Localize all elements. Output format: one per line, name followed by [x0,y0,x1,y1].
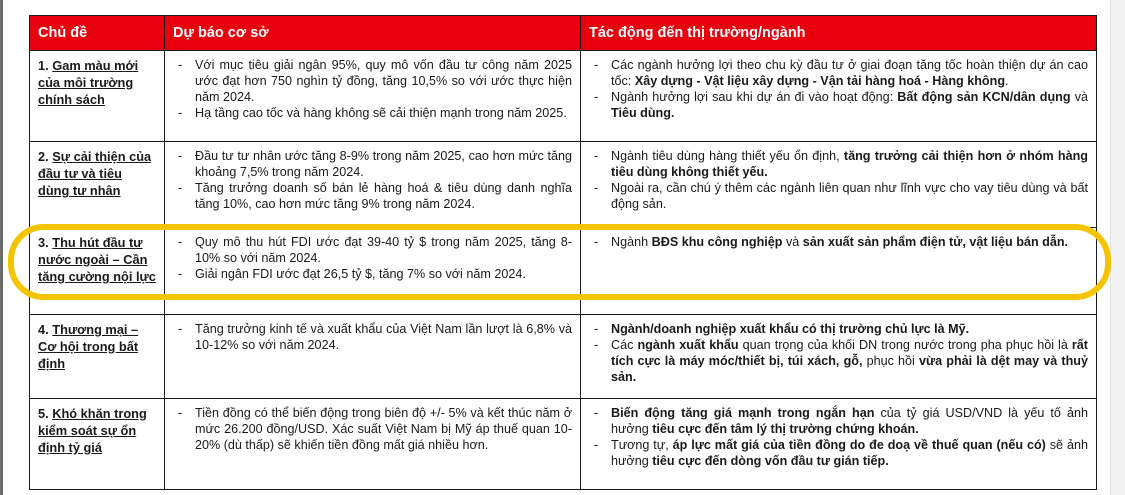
forecast-bullet: - Tăng trưởng kinh tế và xuất khẩu của Việt Nam lần lượt là 6,8% và 10-12% so với năm 2024. [173,321,572,353]
table-row [30,51,1097,142]
topic-number: 3. [38,235,49,250]
forecast-bullet: - Đầu tư tư nhân ước tăng 8-9% trong năm 2025, cao hơn mức tăng khoảng 7,5% trong năm 2024. [173,148,572,180]
topic-number: 2. [38,149,49,164]
topic-title: Khó khăn trong kiểm soát sự ổn định tỷ giá [38,406,147,455]
impact-cell [581,399,1097,490]
table-row [30,399,1097,490]
topic-title: Gam màu mới của môi trường chính sách [38,58,139,107]
topic-cell [30,228,165,315]
impact-bullet: - Các ngành xuất khẩu quan trọng của khối DN trong nước trong pha phục hồi là rất tích cực là máy móc/thiết bị, túi xách, gỗ, phục hồi vừa phải là dệt may và thuỷ sản. [589,337,1088,385]
forecast-bullet: - Quy mô thu hút FDI ước đạt 39-40 tỷ $ trong năm 2025, tăng 8-10% so với năm 2024. [173,234,572,266]
header-base-forecast: Dự báo cơ sở [165,16,581,51]
impact-bullet: - Ngoài ra, cần chú ý thêm các ngành liên quan như lĩnh vực cho vay tiêu dùng và bất động sản. [589,180,1088,212]
page-left-border [0,0,3,495]
table-row [30,315,1097,399]
forecast-table [29,15,1097,490]
topic-title: Thu hút đầu tư nước ngoài – Cần tăng cường nội lực [38,235,156,284]
impact-bullet: - Các ngành hưởng lợi theo chu kỳ đầu tư ở giai đoạn tăng tốc hoàn thiện dự án cao tốc: Xây dựng - Vật liệu xây dựng - Vận tải hàng hoá - Hàng không. [589,57,1088,89]
base-forecast-cell [165,51,581,142]
impact-bullet: - Ngành BĐS khu công nghiệp và sản xuất sản phẩm điện tử, vật liệu bán dẫn. [589,234,1088,250]
topic-title: Thương mại – Cơ hội trong bất định [38,322,139,371]
table-header-row [30,16,1097,51]
topic-cell [30,142,165,228]
topic-cell [30,51,165,142]
impact-bullet: - Ngành hưởng lợi sau khi dự án đi vào hoạt động: Bất động sản KCN/dân dụng và Tiêu dùng. [589,89,1088,121]
base-forecast-cell [165,228,581,315]
impact-bullet: - Tương tự, áp lực mất giá của tiền đồng do đe doạ về thuế quan (nếu có) sẽ ảnh hưởng tiêu cực đến dòng vốn đầu tư gián tiếp. [589,437,1088,469]
forecast-bullet: - Giải ngân FDI ước đạt 26,5 tỷ $, tăng 7% so với năm 2024. [173,266,572,282]
impact-bullet: - Ngành tiêu dùng hàng thiết yếu ổn định, tăng trưởng cải thiện hơn ở nhóm hàng tiêu dùng không thiết yếu. [589,148,1088,180]
impact-cell [581,142,1097,228]
scrollbar-gutter[interactable] [1110,0,1125,495]
topic-number: 5. [38,406,49,421]
impact-bullet: - Ngành/doanh nghiệp xuất khẩu có thị trường chủ lực là Mỹ. [589,321,1088,337]
impact-cell [581,228,1097,315]
impact-bullet: - Biến động tăng giá mạnh trong ngắn hạn của tỷ giá USD/VND là yếu tố ảnh hưởng tiêu cực đến tâm lý thị trường chứng khoán. [589,405,1088,437]
base-forecast-cell [165,399,581,490]
table-row [30,142,1097,228]
base-forecast-cell [165,142,581,228]
forecast-bullet: - Tăng trưởng doanh số bán lẻ hàng hoá & tiêu dùng danh nghĩa tăng 10%, cao hơn mức tăng 9% trong năm 2024. [173,180,572,212]
table-row-highlighted [30,228,1097,315]
header-impact: Tác động đến thị trường/ngành [581,16,1097,51]
topic-number: 4. [38,322,49,337]
header-topic: Chủ đề [30,16,165,51]
topic-cell [30,399,165,490]
topic-cell [30,315,165,399]
base-forecast-cell [165,315,581,399]
forecast-bullet: - Hạ tầng cao tốc và hàng không sẽ cải thiện mạnh trong năm 2025. [173,105,572,121]
forecast-bullet: - Tiền đồng có thể biến động trong biên độ +/- 5% và kết thúc năm ở mức 26.200 đồng/USD. Xác suất Việt Nam bị Mỹ áp thuế quan 10-20% (dù thấp) sẽ khiến tiền đồng mất giá nhiều hơn. [173,405,572,453]
topic-title: Sự cải thiện của đầu tư và tiêu dùng tư nhân [38,149,152,198]
impact-cell [581,51,1097,142]
forecast-bullet: - Với mục tiêu giải ngân 95%, quy mô vốn đầu tư công năm 2025 ước đạt hơn 750 nghìn tỷ đồng, tăng 10,5% so với ước thực hiện năm 2024. [173,57,572,105]
impact-cell [581,315,1097,399]
topic-number: 1. [38,58,49,73]
